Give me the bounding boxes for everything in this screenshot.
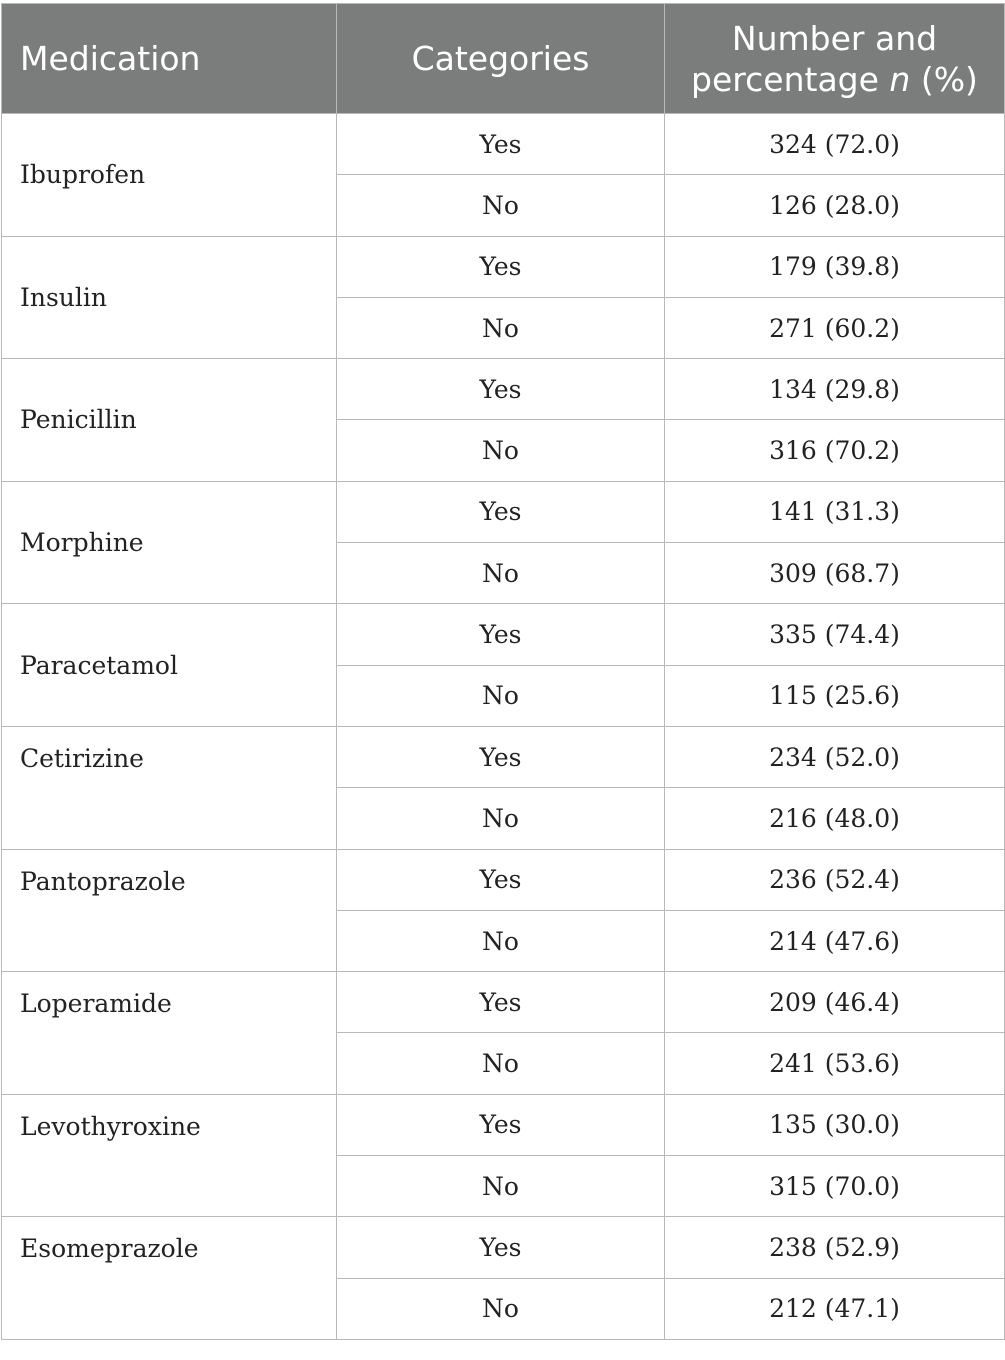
table-row xyxy=(2,359,1005,420)
table-row xyxy=(2,604,1005,665)
count-yes: 141 (31.3) xyxy=(665,481,1005,542)
medication-name: Loperamide xyxy=(2,972,337,1095)
count-no: 315 (70.0) xyxy=(665,1156,1005,1217)
count-yes: 135 (30.0) xyxy=(665,1094,1005,1155)
category-yes: Yes xyxy=(337,604,665,665)
count-yes: 238 (52.9) xyxy=(665,1217,1005,1278)
count-yes: 335 (74.4) xyxy=(665,604,1005,665)
count-no: 309 (68.7) xyxy=(665,543,1005,604)
category-no: No xyxy=(337,175,665,236)
medication-name: Ibuprofen xyxy=(2,114,337,237)
count-no: 115 (25.6) xyxy=(665,665,1005,726)
table-row xyxy=(2,1094,1005,1155)
count-yes: 234 (52.0) xyxy=(665,726,1005,787)
table-row xyxy=(2,972,1005,1033)
category-no: No xyxy=(337,665,665,726)
category-yes: Yes xyxy=(337,849,665,910)
header-medication: Medication xyxy=(2,4,337,114)
count-yes: 134 (29.8) xyxy=(665,359,1005,420)
count-yes: 179 (39.8) xyxy=(665,236,1005,297)
table-row xyxy=(2,481,1005,542)
category-no: No xyxy=(337,297,665,358)
table-row xyxy=(2,849,1005,910)
table-row xyxy=(2,114,1005,175)
category-no: No xyxy=(337,910,665,971)
medication-name: Cetirizine xyxy=(2,726,337,849)
medication-name: Penicillin xyxy=(2,359,337,482)
count-no: 241 (53.6) xyxy=(665,1033,1005,1094)
header-number-line2-post: (%) xyxy=(910,59,978,99)
table-row xyxy=(2,726,1005,787)
count-no: 212 (47.1) xyxy=(665,1278,1005,1339)
count-yes: 209 (46.4) xyxy=(665,972,1005,1033)
count-no: 316 (70.2) xyxy=(665,420,1005,481)
count-no: 216 (48.0) xyxy=(665,788,1005,849)
medication-table xyxy=(1,3,1005,1340)
category-yes: Yes xyxy=(337,1094,665,1155)
medication-name: Levothyroxine xyxy=(2,1094,337,1217)
category-yes: Yes xyxy=(337,1217,665,1278)
count-no: 271 (60.2) xyxy=(665,297,1005,358)
header-number-line1: Number and xyxy=(731,18,938,58)
category-no: No xyxy=(337,1278,665,1339)
medication-name: Esomeprazole xyxy=(2,1217,337,1340)
medication-name: Insulin xyxy=(2,236,337,359)
header-categories: Categories xyxy=(337,4,665,114)
category-yes: Yes xyxy=(337,481,665,542)
category-no: No xyxy=(337,788,665,849)
table-row xyxy=(2,1217,1005,1278)
category-no: No xyxy=(337,1033,665,1094)
count-yes: 324 (72.0) xyxy=(665,114,1005,175)
category-no: No xyxy=(337,543,665,604)
count-yes: 236 (52.4) xyxy=(665,849,1005,910)
table-row xyxy=(2,236,1005,297)
category-yes: Yes xyxy=(337,726,665,787)
category-no: No xyxy=(337,420,665,481)
medication-name: Pantoprazole xyxy=(2,849,337,972)
medication-name: Morphine xyxy=(2,481,337,604)
category-yes: Yes xyxy=(337,236,665,297)
header-number-n: n xyxy=(889,59,911,99)
header-number-line2-pre: percentage xyxy=(691,59,890,99)
medication-name: Paracetamol xyxy=(2,604,337,727)
category-yes: Yes xyxy=(337,114,665,175)
table-body xyxy=(2,114,1005,1340)
count-no: 126 (28.0) xyxy=(665,175,1005,236)
category-yes: Yes xyxy=(337,359,665,420)
table-header-row xyxy=(2,4,1005,114)
category-yes: Yes xyxy=(337,972,665,1033)
count-no: 214 (47.6) xyxy=(665,910,1005,971)
category-no: No xyxy=(337,1156,665,1217)
header-number-percentage xyxy=(665,4,1005,114)
